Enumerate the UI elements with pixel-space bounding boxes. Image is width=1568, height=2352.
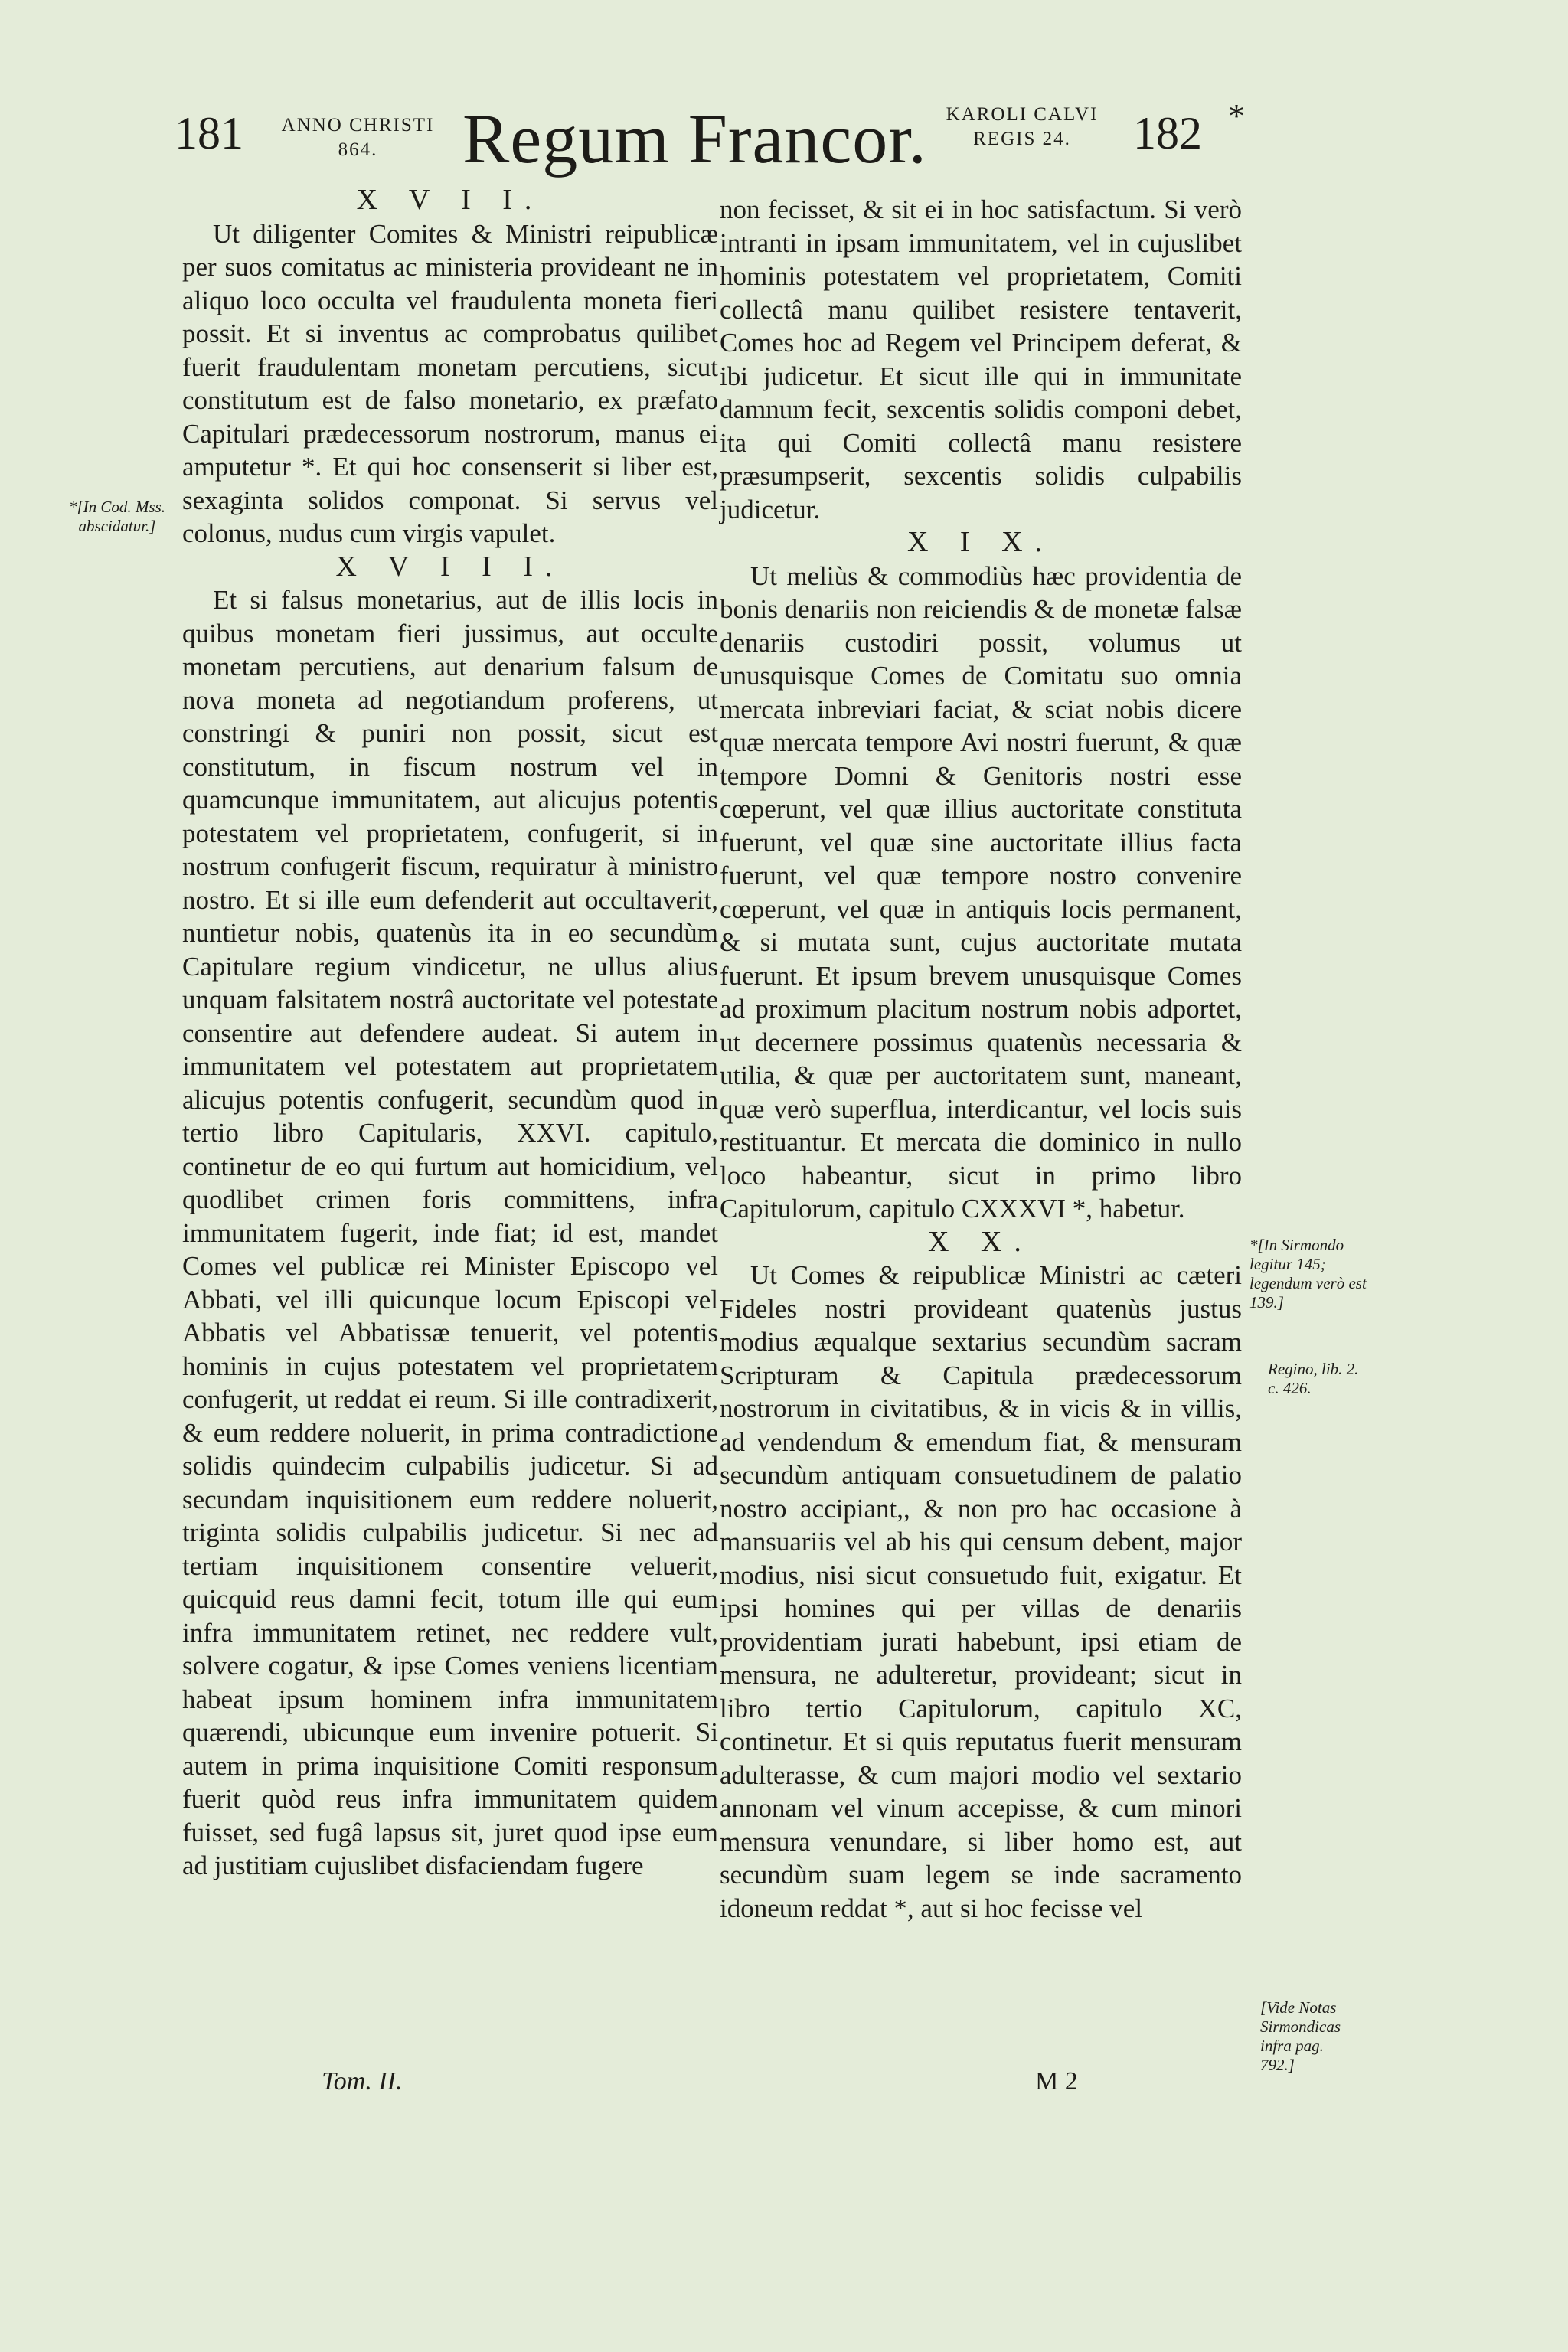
volume-label: Tom. II. — [322, 2067, 403, 2096]
page-star-mark: * — [1228, 97, 1245, 135]
page-title: Regum Francor. — [462, 100, 927, 178]
section-19-heading: X I X. — [906, 526, 1055, 558]
regis-year: REGIS 24. — [973, 129, 1071, 149]
margin-note-sirmondo: *[In Sirmondo legitur 145; legendum verò est 139.] — [1250, 1236, 1367, 1312]
page-number-right: 182 — [1133, 108, 1202, 158]
karoli-calvi-label: KAROLI CALVI — [946, 104, 1099, 125]
margin-note-codex: *[In Cod. Mss. abscidatur.] — [68, 498, 165, 535]
section-20-text: Ut Comes & reipublicæ Ministri ac cæteri Fideles nostri provideant quatenùs justus modius æqualque sextarius secundùm sacram Scripturam & Capitula prædecessorum nostrorum in civitatibus, & in vicis & in villis, ad vendendum & emendum fiat, & mensuram secundùm antiquam consuetudinem de palatio nostro accipiant,, & non pro hac occasione à mansuariis vel ab his qui censum debent, major modius, nisi sicut consuetudo fuit, exigatur. Et ipsi homines qui per villas de denariis providentiam jurati habebunt, ipsi etiam de mensura, ne adulteretur, provideant; sicut in libro tertio Capitulorum, capitulo XC, continetur. Et si quis reputatus fuerit mensuram adulterasse, & cum majori modio vel sextario annonam vel vinum accepisse, & cum minori mensura venundare, si liber homo est, aut secundùm suam legem se inde sacramento idoneum reddat *, aut si hoc fecisse vel — [720, 1260, 1242, 1923]
section-18-heading: X V I I I. — [335, 550, 565, 583]
anno-christi-heading — [268, 113, 448, 162]
signature-mark: M 2 — [1035, 2067, 1078, 2096]
section-17-heading: X V I I. — [356, 184, 544, 216]
section-19-text: Ut meliùs & commodiùs hæc providentia de bonis denariis non reiciendis & de monetæ falsæ denariis custodiri possit, volumus ut unusquisque Comes de Comitatu suo omnia mercata inbreviari faciat, & sciat nobis dicere quæ mercata tempore Avi nostri fuerunt, & quæ tempore Domni & Genitoris nostri esse cœperunt, vel quæ illius auctoritate constituta fuerunt, vel quæ sine auctoritate illius facta fuerunt, vel quæ tempore nostro convenire cœperunt, vel quæ in antiquis locis permanent, & si mutata sunt, cujus auctoritate mutata fuerunt. Et ipsum brevem unusquisque Comes ad proximum placitum nostrum nobis adportet, ut decernere possimus quatenùs necessaria & utilia, & quæ per auctoritatem sunt, maneant, quæ verò superflua, interdicantur, vel locis suis restituantur. Et mercata die dominico in nullo loco habeantur, sicut in primo libro Capitulorum, capitulo CXXXVI *, habetur. — [720, 560, 1242, 1223]
right-column — [720, 193, 1242, 1925]
anno-christi-year: 864. — [338, 139, 378, 160]
anno-christi-label: ANNO CHRISTI — [281, 115, 435, 136]
section-18-text: Et si falsus monetarius, aut de illis locis in quibus monetam fieri jussimus, aut occulte monetam percutiens, aut denarium falsum de nova moneta ad negotiandum proferens, ut constringi & puniri non possit, sicut est constitutum, in fiscum nostrum vel in quamcunque immunitatem, aut alicujus potentis potestatem vel proprietatem, confugerit, si in nostrum confugerit fiscum, requiratur à ministro nostro. Et si ille eum defenderit aut occultaverit, nuntietur nobis, quatenùs ita in eo secundùm Capitulare regium vindicetur, ne ullus alius unquam falsitatem nostrâ auctoritate vel potestate consentire aut defendere audeat. Si autem in immunitatem vel potestatem aut proprietatem alicujus potentis confugerit, secundùm quod in tertio libro Capitularis, XXVI. capitulo, continetur de eo qui furtum aut homicidium, vel quodlibet crimen foris committens, infra immunitatem fugerit, inde fiat; id est, mandet Comes vel publicæ rei Minister Episcopo vel Abbati, vel illi quicunque locum Episcopi vel Abbatis vel Abbatissæ tenuerit, vel potentis hominis in cujus potestatem vel proprietatem confugerit, ut reddat ei reum. Si ille contradixerit, & eum reddere noluerit, in prima contradictione solidis quindecim culpabilis judicetur. Si ad secundam inquisitionem eum reddere noluerit, triginta solidis culpabilis judicetur. Si nec ad tertiam inquisitionem consentire veluerit, quicquid reus damni fecit, totum ille qui eum infra immunitatem retinet, nec reddere vult, solvere cogatur, & ipse Comes veniens licentiam habeat ipsum hominem infra immunitatem quærendi, ubicunque eum invenire potuerit. Si autem in prima inquisitione Comiti responsum fuerit quòd reus infra immunitatem quidem fuisset, sed fugâ lapsus sit, juret quod ipse eum ad justitiam cujuslibet disfaciendam fugere — [182, 585, 718, 1880]
left-column — [182, 184, 718, 1883]
section-20-heading: X X. — [928, 1225, 1034, 1258]
page-number-left: 181 — [175, 108, 243, 158]
margin-note-regino: Regino, lib. 2. c. 426. — [1268, 1360, 1359, 1397]
section-18-continuation: non fecisset, & sit ei in hoc satisfactum. Si verò intranti in ipsam immunitatem, vel in cujuslibet hominis potestatem vel proprietatem, Comiti collectâ manu quilibet resistere tentaverit, Comes hoc ad Regem vel Principem deferat, & ibi judicetur. Et sicut ille qui in immunitate damnum fecit, sexcentis solidis componi debet, ita qui Comiti collectâ manu resistere præsumpserit, sexcentis solidis culpabilis judicetur. — [720, 194, 1242, 524]
karoli-calvi-heading — [926, 103, 1118, 152]
section-17-text: Ut diligenter Comites & Ministri reipublicæ per suos comitatus ac ministeria provideant ne in aliquo loco occulta vel fraudulenta moneta fieri possit. Et si inventus ac comprobatus quilibet fuerit fraudulentam monetam percutiens, sicut constitutum est de falso monetario, ex præfato Capitulari prædecessorum nostrorum, manus ei amputetur *. Et qui hoc consenserit si liber est, sexaginta solidos componat. Si servus vel colonus, nudus cum virgis vapulet. — [182, 218, 718, 548]
margin-note-vide-notas: [Vide Notas Sirmondicas infra pag. 792.] — [1260, 1998, 1341, 2074]
